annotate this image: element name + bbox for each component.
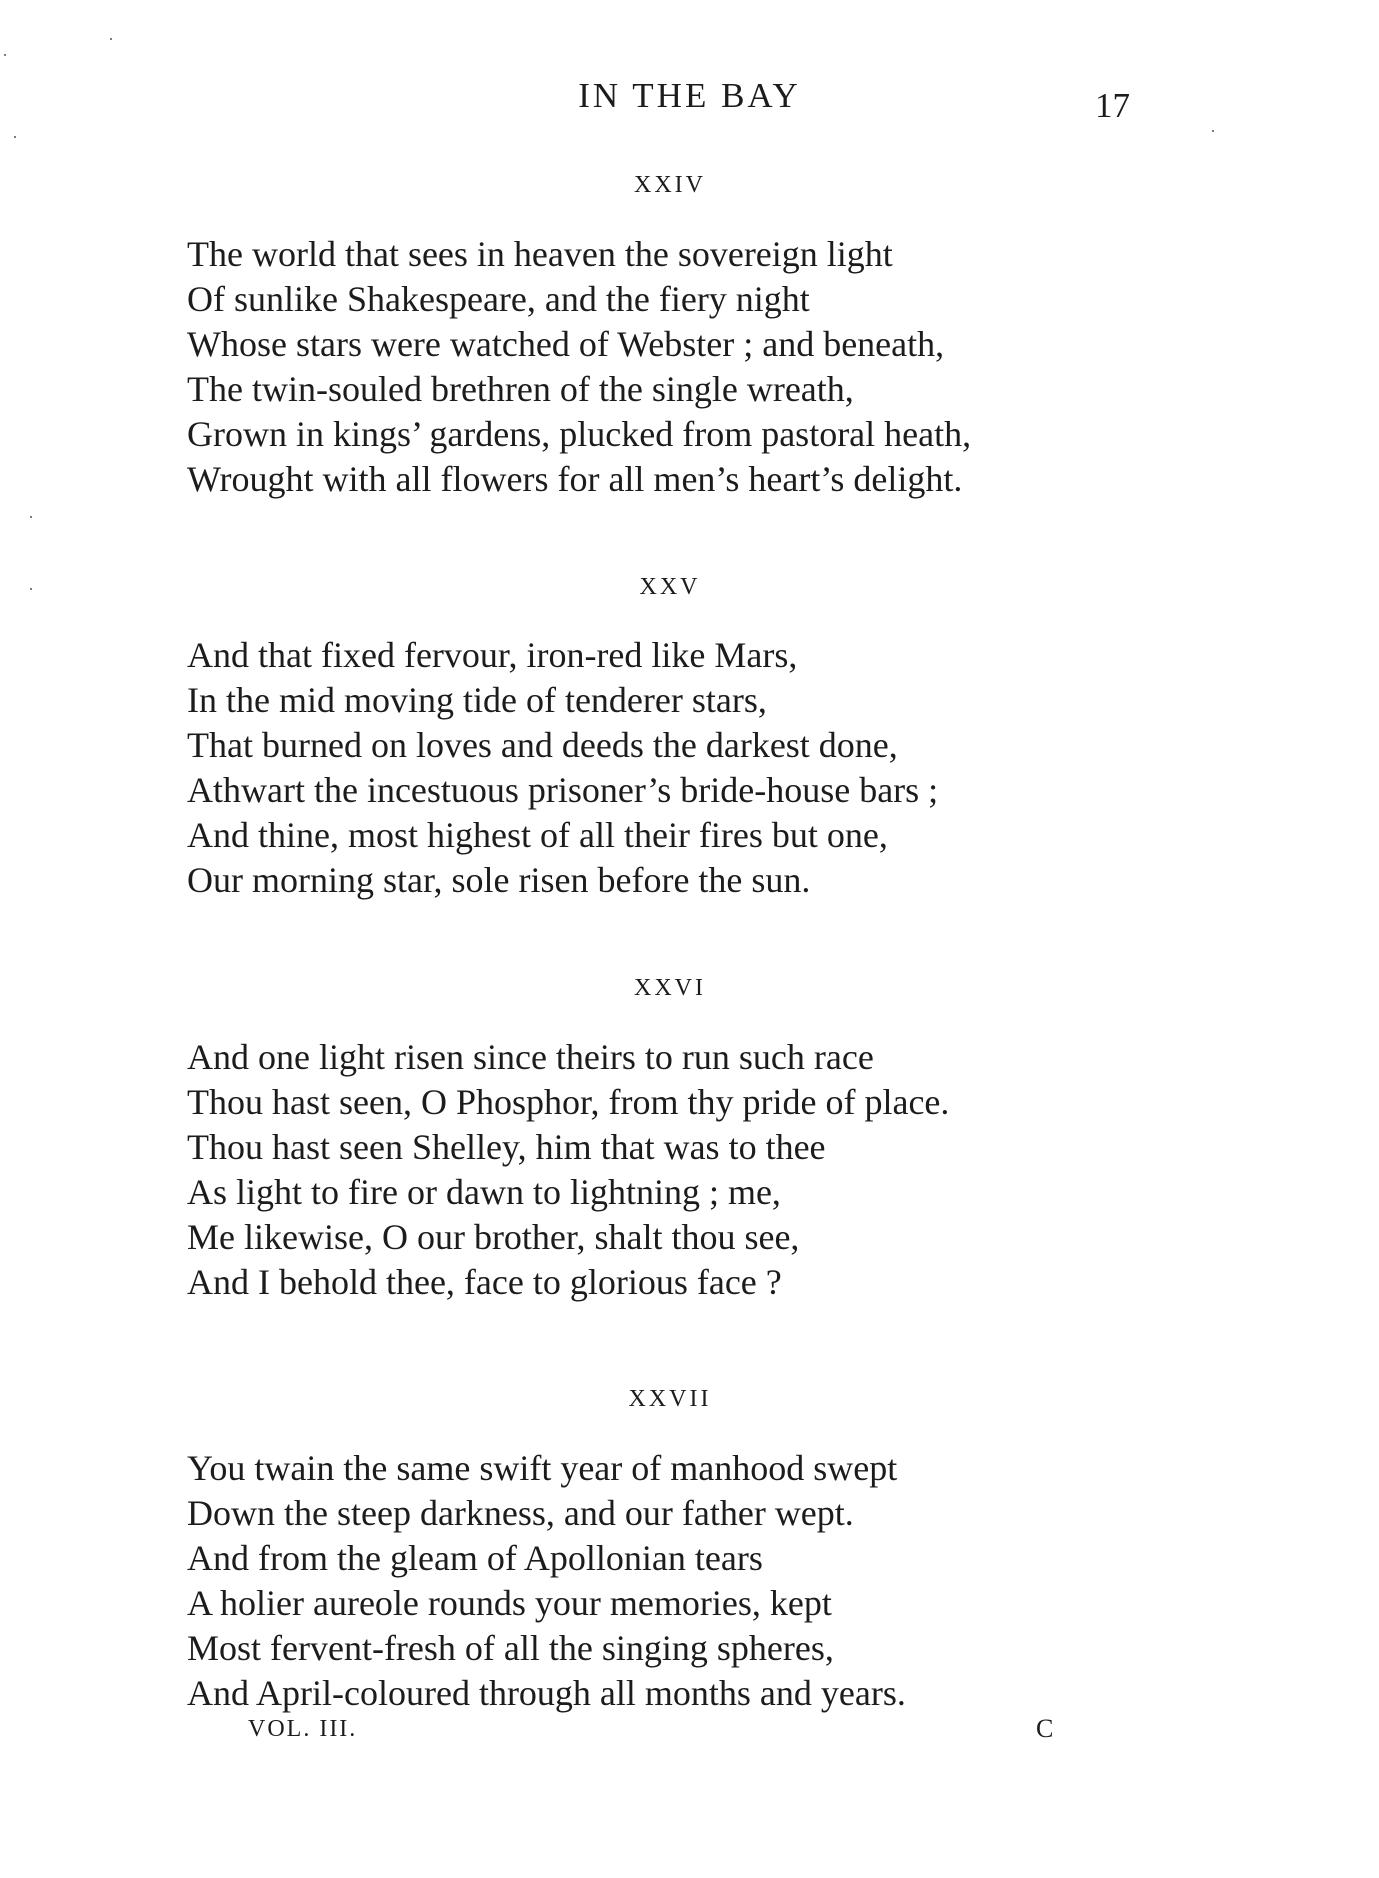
verse-line: And I behold thee, face to glorious face ?	[187, 1262, 782, 1302]
stanza-number: XXIV	[634, 172, 706, 198]
verse-line: Whose stars were watched of Webster ; and beneath,	[187, 324, 945, 364]
verse-line: And from the gleam of Apollonian tears	[187, 1538, 763, 1578]
signature-mark: C	[1036, 1714, 1054, 1743]
verse-line: And that fixed fervour, iron-red like Mars,	[187, 635, 798, 675]
scan-speck	[14, 136, 16, 138]
verse-line: And one light risen since theirs to run such race	[187, 1037, 874, 1077]
stanza-number: XXV	[639, 574, 701, 600]
verse-line: Thou hast seen Shelley, him that was to thee	[187, 1127, 826, 1167]
verse-line: Grown in kings’ gardens, plucked from pastoral heath,	[187, 414, 972, 454]
scan-speck	[1212, 130, 1214, 132]
verse-line: Most fervent-fresh of all the singing spheres,	[187, 1628, 834, 1668]
scan-speck	[4, 54, 6, 56]
volume-mark: VOL. III.	[248, 1716, 358, 1742]
verse-line: A holier aureole rounds your memories, kept	[187, 1583, 832, 1623]
stanza-number: XXVI	[634, 975, 706, 1001]
verse-line: The twin-souled brethren of the single wreath,	[187, 369, 854, 409]
verse-line: That burned on loves and deeds the darkest done,	[187, 725, 898, 765]
stanza	[187, 1035, 1187, 1305]
verse-line: As light to fire or dawn to lightning ; me,	[187, 1172, 781, 1212]
verse-line: In the mid moving tide of tenderer stars,	[187, 680, 767, 720]
verse-line: Down the steep darkness, and our father wept.	[187, 1493, 854, 1533]
verse-line: Athwart the incestuous prisoner’s bride-house bars ;	[187, 770, 939, 810]
verse-line: The world that sees in heaven the sovereign light	[187, 234, 893, 274]
page-number: 17	[1095, 86, 1130, 125]
verse-line: And thine, most highest of all their fires but one,	[187, 815, 888, 855]
scan-speck	[110, 38, 112, 40]
verse-line: And April-coloured through all months and years.	[187, 1673, 906, 1713]
verse-line: Thou hast seen, O Phosphor, from thy pride of place.	[187, 1082, 950, 1122]
stanza	[187, 232, 1187, 502]
scan-speck	[30, 588, 32, 590]
running-title: IN THE BAY	[578, 76, 801, 115]
verse-line: Of sunlike Shakespeare, and the fiery night	[187, 279, 810, 319]
stanza-number: XXVII	[628, 1386, 712, 1412]
stanza	[187, 1446, 1187, 1716]
stanza	[187, 633, 1187, 903]
scan-speck	[30, 516, 32, 518]
verse-line: Our morning star, sole risen before the sun.	[187, 860, 811, 900]
verse-line: You twain the same swift year of manhood swept	[187, 1448, 898, 1488]
verse-line: Wrought with all flowers for all men’s heart’s delight.	[187, 459, 963, 499]
verse-line: Me likewise, O our brother, shalt thou see,	[187, 1217, 800, 1257]
